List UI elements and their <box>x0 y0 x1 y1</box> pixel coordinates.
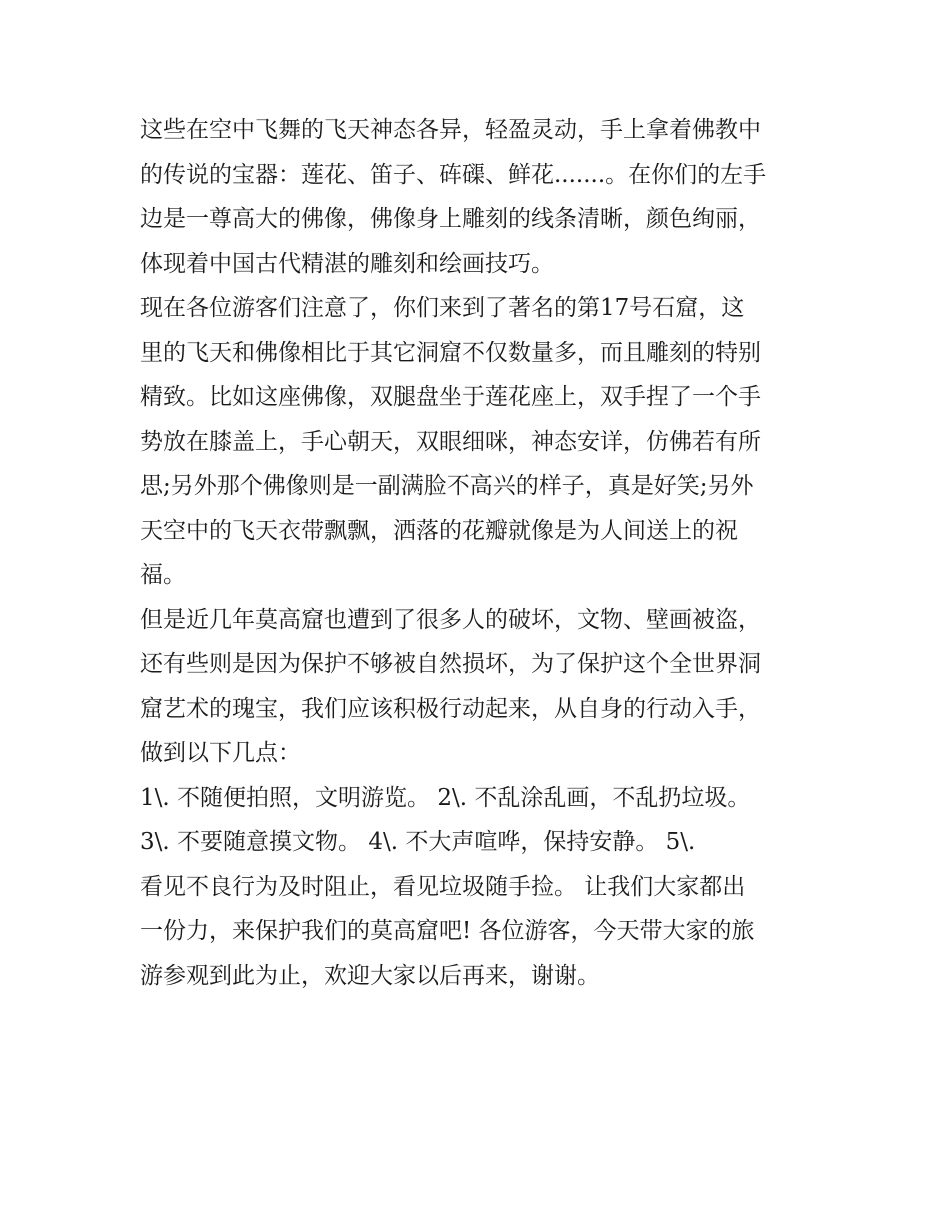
text-line: 势放在膝盖上，手心朝天，双眼细咪，神态安详，仿佛若有所 <box>140 428 761 455</box>
text-line: 福。 <box>140 562 186 588</box>
document-page <box>140 108 812 998</box>
text-line: 窟艺术的瑰宝，我们应该积极行动起来，从自身的行动入手， <box>140 695 761 722</box>
text-line: 做到以下几点： <box>140 740 301 766</box>
paragraph-4 <box>140 776 812 999</box>
text-line: 看见不良行为及时阻止，看见垃圾随手捡。 让我们大家都出 <box>140 873 746 900</box>
text-line: 现在各位游客们注意了，你们来到了著名的第17号石窟，这 <box>140 295 745 321</box>
text-line: 里的飞天和佛像相比于其它洞窟不仅数量多，而且雕刻的特别 <box>140 339 761 366</box>
paragraph-3 <box>140 598 812 776</box>
text-line: 的传说的宝器：莲花、笛子、砗磲、鲜花.......。在你们的左手 <box>140 161 767 188</box>
text-line: 一份力，来保护我们的莫高窟吧! 各位游客，今天带大家的旅 <box>140 918 755 944</box>
text-line: 但是近几年莫高窟也遭到了很多人的破坏，文物、壁画被盗， <box>140 606 761 633</box>
text-line: 边是一尊高大的佛像，佛像身上雕刻的线条清晰，颜色绚丽， <box>140 206 761 232</box>
text-line: 天空中的飞天衣带飘飘，洒落的花瓣就像是为人间送上的祝 <box>140 517 738 544</box>
paragraph-2 <box>140 286 812 598</box>
text-line: 3\. 不要随意摸文物。 4\. 不大声喧哗，保持安静。 5\. <box>140 829 696 855</box>
text-line: 体现着中国古代精湛的雕刻和绘画技巧。 <box>140 250 554 277</box>
text-line: 还有些则是因为保护不够被自然损坏，为了保护这个全世界洞 <box>140 651 761 677</box>
text-line: 精致。比如这座佛像，双腿盘坐于莲花座上，双手捏了一个手 <box>140 384 761 410</box>
text-line: 1\. 不随便拍照，文明游览。 2\. 不乱涂乱画，不乱扔垃圾。 <box>140 784 751 811</box>
text-line: 这些在空中飞舞的飞天神态各异，轻盈灵动，手上拿着佛教中 <box>140 117 761 143</box>
text-line: 游参观到此为止，欢迎大家以后再来，谢谢。 <box>140 962 600 989</box>
paragraph-1 <box>140 108 812 286</box>
text-line: 思;另外那个佛像则是一副满脸不高兴的样子，真是好笑;另外 <box>140 473 754 499</box>
